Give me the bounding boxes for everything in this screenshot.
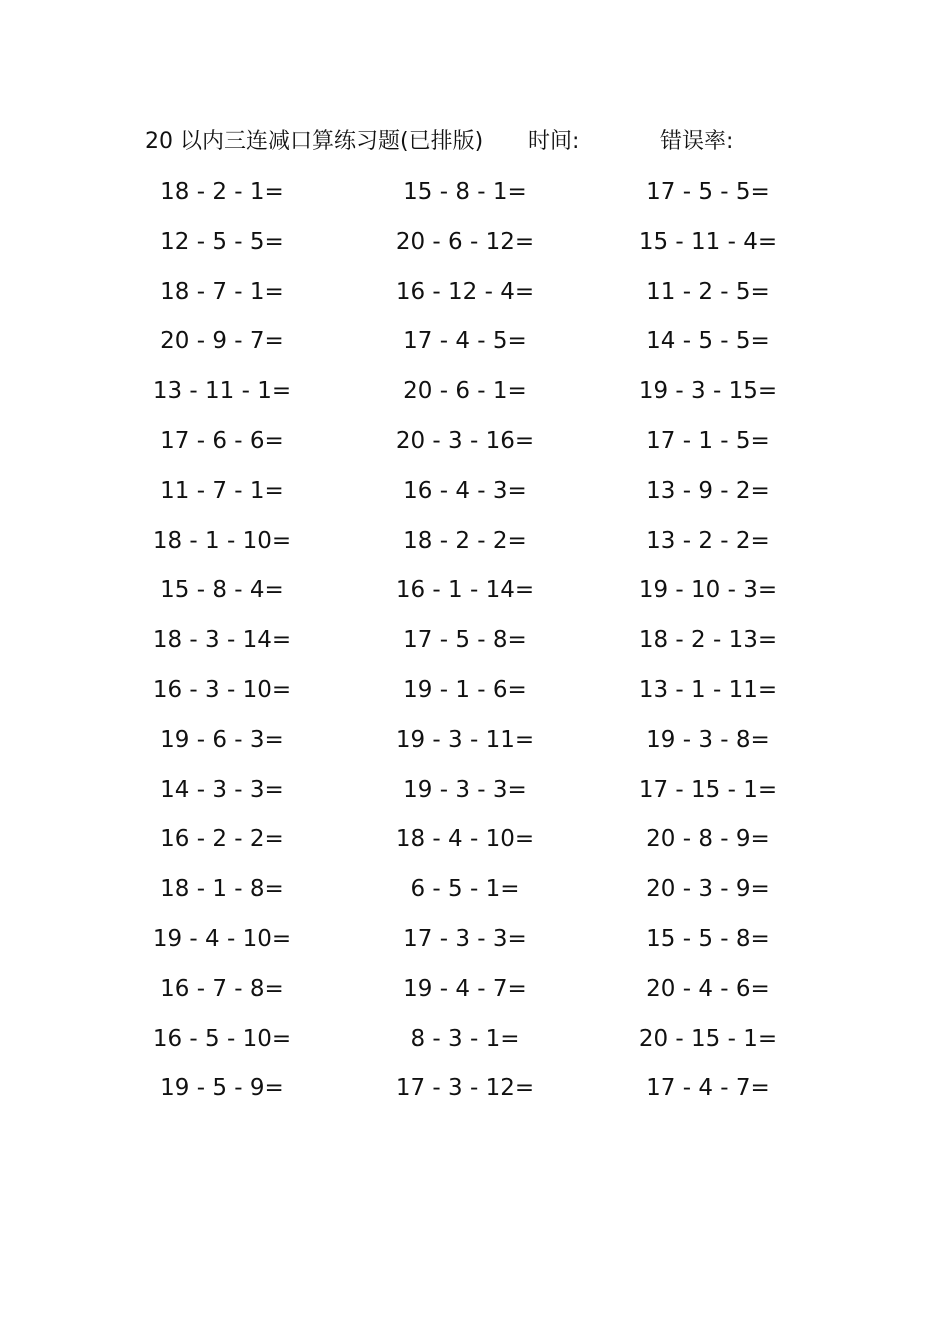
problem-item: 14 - 3 - 3= xyxy=(160,776,284,803)
problem-item: 11 - 7 - 1= xyxy=(160,477,284,504)
problem-item: 20 - 6 - 1= xyxy=(403,378,527,405)
problem-item: 18 - 2 - 13= xyxy=(638,627,778,654)
problem-item: 6 - 5 - 1= xyxy=(410,876,520,903)
problem-item: 17 - 1 - 5= xyxy=(646,427,770,454)
problem-item: 20 - 15 - 1= xyxy=(638,1025,778,1052)
error-rate-label: 错误率: xyxy=(660,129,734,154)
problem-row xyxy=(0,172,950,222)
problem-item: 11 - 2 - 5= xyxy=(646,278,770,305)
problem-item: 20 - 4 - 6= xyxy=(646,975,770,1002)
problem-item: 19 - 1 - 6= xyxy=(403,676,527,703)
problem-item: 18 - 2 - 1= xyxy=(160,179,284,205)
problem-item: 19 - 3 - 15= xyxy=(638,378,778,405)
problem-item: 18 - 1 - 8= xyxy=(160,876,284,903)
problem-item: 18 - 7 - 1= xyxy=(160,278,284,305)
problem-item: 17 - 3 - 3= xyxy=(403,925,527,952)
problem-item: 16 - 7 - 8= xyxy=(160,975,284,1002)
problem-row xyxy=(0,620,950,670)
problem-row xyxy=(0,371,950,421)
problem-item: 18 - 2 - 2= xyxy=(403,527,527,554)
problem-item: 16 - 4 - 3= xyxy=(403,477,527,504)
problem-item: 16 - 5 - 10= xyxy=(152,1025,292,1052)
problem-item: 13 - 1 - 11= xyxy=(638,676,778,703)
problem-item: 20 - 9 - 7= xyxy=(160,328,284,355)
problem-item: 20 - 3 - 16= xyxy=(395,427,535,454)
problem-row xyxy=(0,272,950,322)
problem-item: 15 - 8 - 1= xyxy=(403,179,527,205)
problem-item: 19 - 3 - 3= xyxy=(403,776,527,803)
problem-item: 16 - 2 - 2= xyxy=(160,826,284,853)
problem-item: 19 - 3 - 8= xyxy=(646,726,770,753)
problem-item: 17 - 4 - 7= xyxy=(646,1075,770,1102)
problem-item: 20 - 3 - 9= xyxy=(646,876,770,903)
problem-item: 17 - 15 - 1= xyxy=(638,776,778,803)
problem-item: 16 - 1 - 14= xyxy=(395,577,535,604)
problem-item: 17 - 6 - 6= xyxy=(160,427,284,454)
problem-row xyxy=(0,570,950,620)
problem-item: 19 - 5 - 9= xyxy=(160,1075,284,1102)
problem-row xyxy=(0,670,950,720)
problem-row xyxy=(0,869,950,919)
problem-row xyxy=(0,819,950,869)
problem-item: 19 - 4 - 10= xyxy=(152,925,292,952)
problem-item: 13 - 11 - 1= xyxy=(152,378,292,405)
problem-item: 17 - 3 - 12= xyxy=(395,1075,535,1102)
problem-item: 18 - 3 - 14= xyxy=(152,627,292,654)
problem-grid xyxy=(0,172,950,1118)
worksheet-title: 20 以内三连减口算练习题(已排版) xyxy=(145,129,484,154)
problem-item: 20 - 8 - 9= xyxy=(646,826,770,853)
problem-row xyxy=(0,770,950,820)
problem-row xyxy=(0,720,950,770)
problem-item: 13 - 9 - 2= xyxy=(646,477,770,504)
problem-row xyxy=(0,1068,950,1118)
problem-item: 18 - 1 - 10= xyxy=(152,527,292,554)
problem-item: 14 - 5 - 5= xyxy=(646,328,770,355)
problem-row xyxy=(0,321,950,371)
problem-item: 13 - 2 - 2= xyxy=(646,527,770,554)
problem-row xyxy=(0,969,950,1019)
problem-item: 19 - 10 - 3= xyxy=(638,577,778,604)
problem-item: 15 - 11 - 4= xyxy=(638,228,778,255)
problem-item: 19 - 6 - 3= xyxy=(160,726,284,753)
problem-row xyxy=(0,919,950,969)
problem-item: 18 - 4 - 10= xyxy=(395,826,535,853)
problem-item: 17 - 4 - 5= xyxy=(403,328,527,355)
problem-item: 15 - 5 - 8= xyxy=(646,925,770,952)
problem-row xyxy=(0,421,950,471)
problem-row xyxy=(0,471,950,521)
problem-row xyxy=(0,1019,950,1069)
time-label: 时间: xyxy=(528,129,580,154)
problem-item: 15 - 8 - 4= xyxy=(160,577,284,604)
problem-item: 20 - 6 - 12= xyxy=(395,228,535,255)
problem-item: 19 - 3 - 11= xyxy=(395,726,535,753)
header xyxy=(0,124,950,160)
problem-item: 17 - 5 - 8= xyxy=(403,627,527,654)
problem-item: 16 - 3 - 10= xyxy=(152,676,292,703)
problem-row xyxy=(0,222,950,272)
problem-item: 16 - 12 - 4= xyxy=(395,278,535,305)
problem-item: 19 - 4 - 7= xyxy=(403,975,527,1002)
problem-item: 8 - 3 - 1= xyxy=(410,1025,520,1052)
problem-item: 17 - 5 - 5= xyxy=(646,179,770,205)
problem-row xyxy=(0,521,950,571)
problem-item: 12 - 5 - 5= xyxy=(160,228,284,255)
